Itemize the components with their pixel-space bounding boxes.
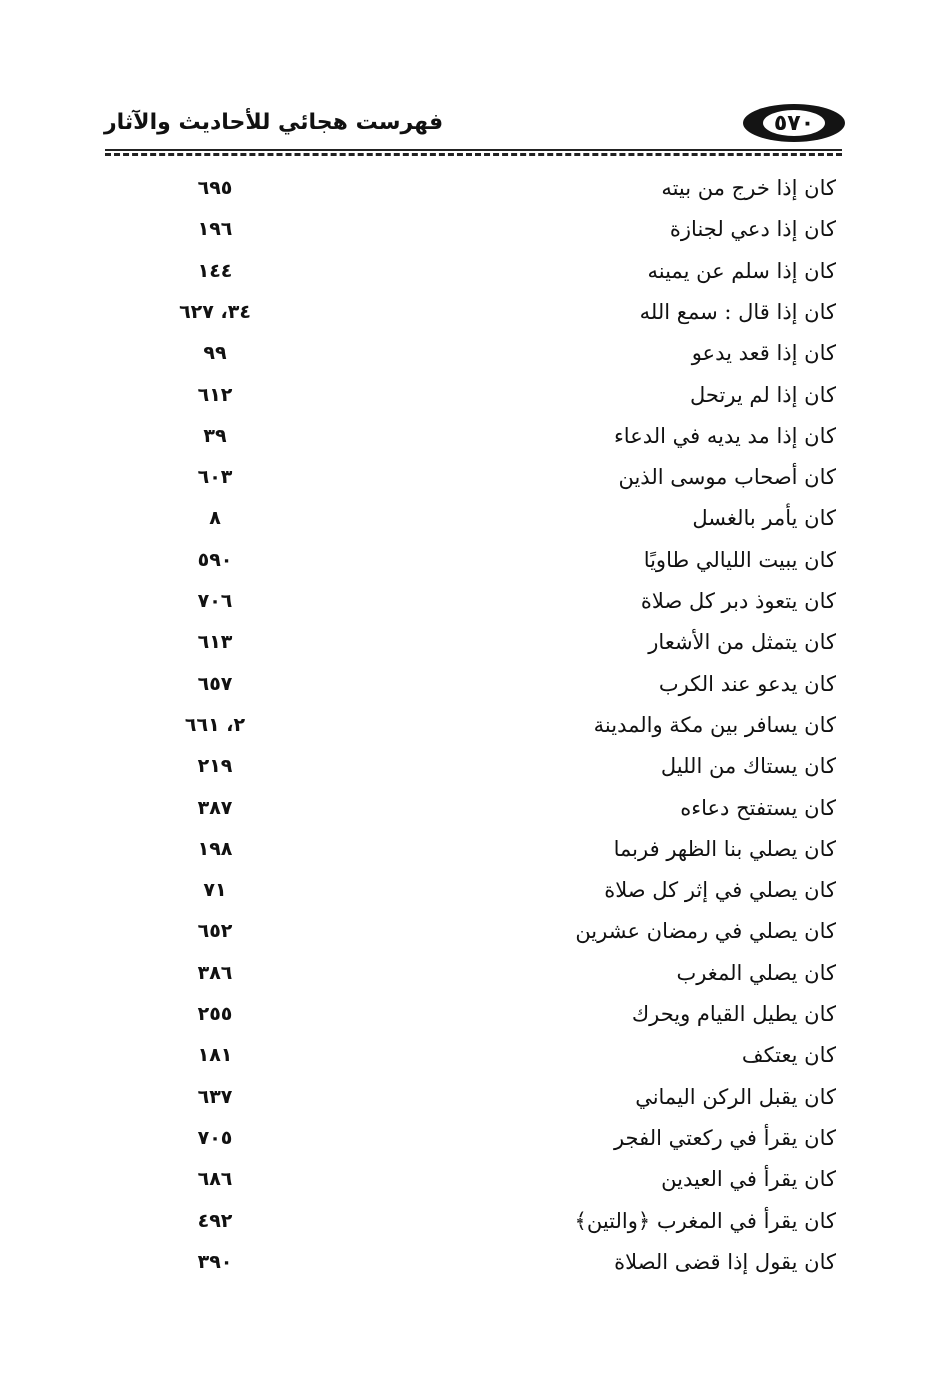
- entry-page-ref: ٦١٢: [197, 383, 233, 406]
- page-number: ٥٧٠: [763, 110, 825, 136]
- entry-text: كان يقول إذا قضى الصلاة: [614, 1249, 836, 1274]
- index-entry: [0, 953, 946, 994]
- entry-text: كان يقبل الركن اليماني: [635, 1084, 836, 1109]
- index-entry: [0, 1118, 946, 1159]
- header-dashed-rule: [105, 153, 842, 156]
- entry-text: كان إذا سلم عن يمينه: [647, 258, 836, 283]
- entry-text: كان يتعوذ دبر كل صلاة: [640, 589, 836, 613]
- entry-page-ref: ٣٤، ٦٢٧: [179, 300, 251, 323]
- index-entry: [0, 498, 946, 539]
- entry-text: كان يقرأ في المغرب ﴿والتين﴾: [574, 1208, 836, 1233]
- entry-page-ref: ٦١٣: [197, 631, 233, 654]
- entry-page-ref: ١٩٨: [197, 837, 233, 860]
- entry-text: كان إذا قال : سمع الله: [639, 299, 836, 324]
- index-entry: [0, 1201, 946, 1242]
- entry-page-ref: ٣٨٦: [197, 961, 233, 984]
- entry-page-ref: ٣٩٠: [197, 1250, 233, 1273]
- entry-text: كان يتمثل من الأشعار: [648, 630, 836, 655]
- entry-page-ref: ٦٥٢: [197, 920, 233, 943]
- index-entry: [0, 788, 946, 829]
- entry-text: كان يقرأ في العيدين: [661, 1167, 836, 1192]
- entry-page-ref: ٧٠٦: [197, 590, 233, 612]
- entry-text: كان يبيت الليالي طاويًا: [643, 547, 836, 572]
- entry-text: كان إذا قعد يدعو: [691, 341, 836, 366]
- entry-text: كان يصلي في إثر كل صلاة: [604, 878, 836, 903]
- entry-text: كان يدعو عند الكرب: [658, 671, 836, 696]
- index-entry: [0, 375, 946, 416]
- header-rule: [105, 147, 842, 151]
- index-entry: [0, 870, 946, 911]
- entry-page-ref: ٥٩٠: [197, 548, 233, 571]
- running-title: فهرست هجائي للأحاديث والآثار: [104, 110, 444, 135]
- index-entry: [0, 746, 946, 787]
- entry-page-ref: ٦٨٦: [197, 1168, 233, 1191]
- entry-page-ref: ١٤٤: [197, 259, 233, 282]
- entry-text: كان يصلي بنا الظهر فربما: [613, 836, 836, 861]
- index-entry: [0, 540, 946, 581]
- index-entry: [0, 994, 946, 1035]
- entry-text: كان يعتكف: [741, 1043, 836, 1068]
- entry-page-ref: ١٩٦: [197, 218, 233, 241]
- entry-page-ref: ٣٩: [203, 424, 227, 447]
- page-header: [100, 100, 845, 150]
- entry-page-ref: ٦٩٥: [197, 177, 233, 199]
- entry-page-ref: ٨: [209, 507, 221, 530]
- entry-text: كان إذا خرج من بيته: [661, 176, 836, 200]
- index-entry: [0, 416, 946, 457]
- entry-page-ref: ٦٠٣: [197, 466, 233, 489]
- index-entry: [0, 705, 946, 746]
- index-entry: [0, 829, 946, 870]
- index-entry: [0, 622, 946, 663]
- entry-page-ref: ٣٨٧: [197, 796, 233, 819]
- index-entry: [0, 333, 946, 374]
- index-entry: [0, 1035, 946, 1076]
- entry-page-ref: ٧١: [203, 879, 227, 902]
- index-entry: [0, 292, 946, 333]
- index-entry: [0, 457, 946, 498]
- entry-text: كان يصلي في رمضان عشرين: [575, 919, 836, 944]
- index-entry: [0, 209, 946, 250]
- entry-page-ref: ٢٥٥: [197, 1003, 233, 1025]
- index-entry: [0, 1077, 946, 1118]
- entry-page-ref: ١٨١: [197, 1044, 233, 1067]
- entry-text: كان يأمر بالغسل: [692, 506, 836, 531]
- index-entry: [0, 911, 946, 952]
- entry-text: كان يستاك من الليل: [660, 754, 836, 779]
- index-entry: [0, 664, 946, 705]
- entry-page-ref: ٦٥٧: [197, 672, 233, 695]
- entry-text: كان إذا لم يرتحل: [690, 382, 836, 407]
- entry-text: كان إذا دعي لجنازة: [669, 217, 836, 242]
- entry-page-ref: ٢، ٦٦١: [184, 713, 246, 736]
- page-number-badge: [743, 104, 845, 142]
- index-entry: [0, 581, 946, 622]
- entry-page-ref: ٧٠٥: [197, 1126, 233, 1149]
- entry-text: كان يصلي المغرب: [676, 960, 836, 985]
- entry-text: كان إذا مد يديه في الدعاء: [613, 423, 836, 448]
- index-entry: [0, 1242, 946, 1283]
- entry-text: كان يقرأ في ركعتي الفجر: [613, 1125, 836, 1150]
- entry-text: كان أصحاب موسى الذين: [618, 465, 836, 490]
- index-entry: [0, 168, 946, 209]
- entry-text: كان يسافر بين مكة والمدينة: [593, 712, 836, 737]
- entry-page-ref: ٦٣٧: [197, 1085, 233, 1108]
- index-entry: [0, 251, 946, 292]
- entry-text: كان يطيل القيام ويحرك: [631, 1002, 836, 1026]
- entry-page-ref: ٤٩٢: [197, 1209, 233, 1232]
- index-entry: [0, 1159, 946, 1200]
- entry-page-ref: ٢١٩: [197, 755, 233, 778]
- entry-page-ref: ٩٩: [203, 342, 227, 365]
- entry-text: كان يستفتح دعاءه: [680, 795, 836, 820]
